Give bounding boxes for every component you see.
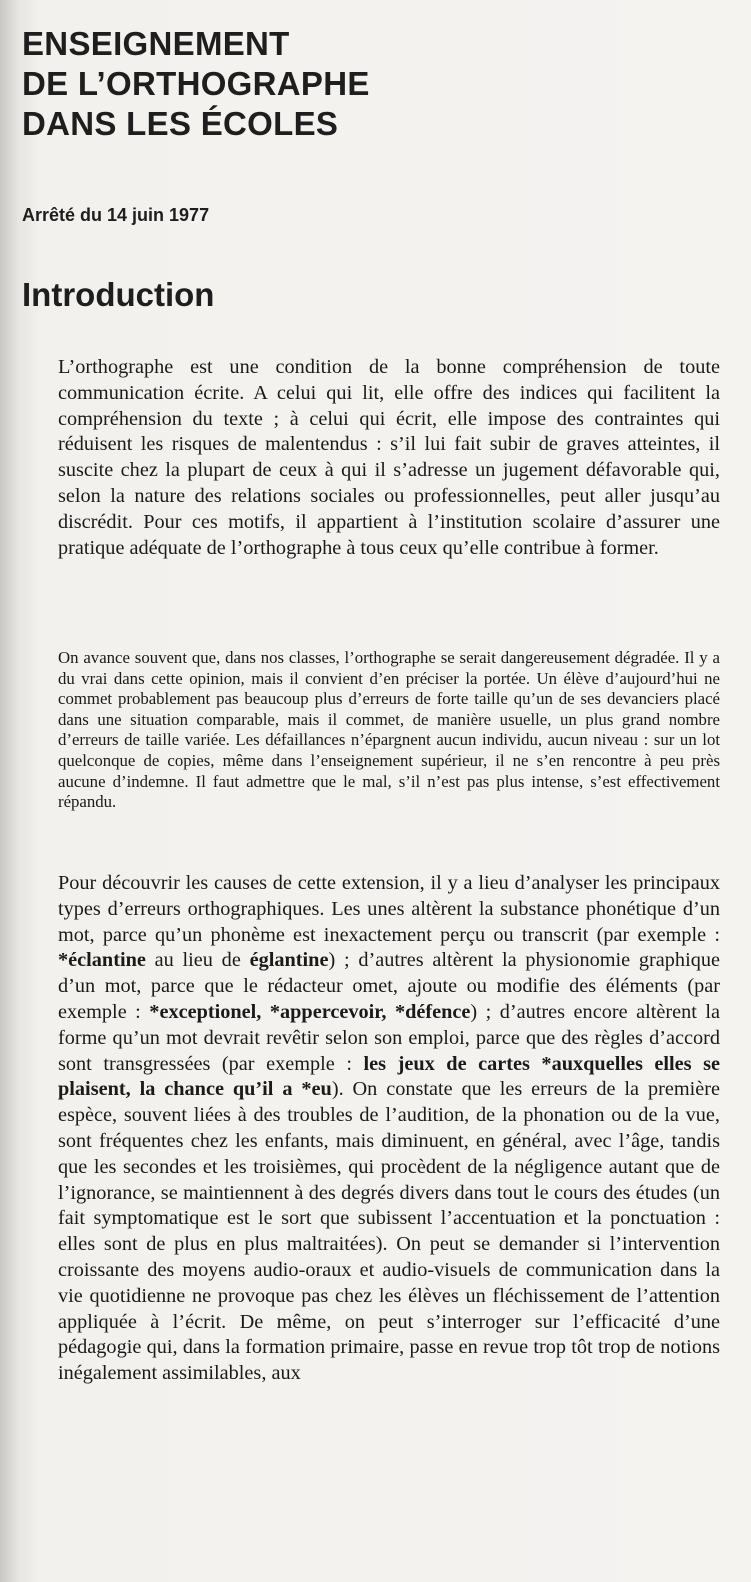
paragraph-3 bbox=[58, 871, 720, 1387]
p3-example-4: les jeux de cartes *auxquelles elles se plaisent, la chance qu’il a *eu bbox=[58, 1052, 720, 1101]
p3-example-1: *éclantine bbox=[58, 949, 146, 972]
p3-text-4: ) ; d’autres encore altèrent la forme qu’un mot devrait revêtir selon son emploi, parce que des règles d’accord sont transgressées (par exemple : bbox=[58, 1000, 720, 1075]
p3-text-3: ) ; d’autres altèrent la physionomie graphique d’un mot, parce que le rédacteur omet, ajoute ou modifie des éléments (par exemple : bbox=[58, 949, 720, 1023]
p3-text-1: Pour découvrir les causes de cette extension, il y a lieu d’analyser les principaux types d’erreurs orthographiques. Les unes altèrent la substance phonétique d’un mot, parce qu’un phonème est inexactement perçu ou transcrit (par exemple : bbox=[58, 872, 720, 946]
title-line-3: DANS LES ÉCOLES bbox=[22, 105, 339, 142]
paragraph-1: L’orthographe est une condition de la bonne compréhension de toute communication écrite. A celui qui lit, elle offre des indices qui facilitent la compréhension du texte ; à celui qui écrit, elle impose des contraintes qui réduisent les risques de malentendus : s’il lui fait subir de graves atteintes, il suscite chez la plupart de ceux à qui il s’adresse un jugement défavorable qui, selon la nature des relations sociales ou professionnelles, peut aller jusqu’au discrédit. Pour ces motifs, il appartient à l’institution scolaire d’assurer une pratique adéquate de l’orthographe à tous ceux qu’elle contribue à former. bbox=[58, 356, 720, 559]
p3-example-2: églantine bbox=[249, 949, 329, 972]
paragraph-2: On avance souvent que, dans nos classes, l’orthographe se serait dangereusement dégradée. Il y a du vrai dans cette opinion, mais il convient d’en préciser la portée. Un élève d’aujourd’hui ne commet probablement pas beaucoup plus d’erreurs de forte taille qu’un de ses devanciers placé dans une situation comparable, mais il commet, de manière usuelle, un plus grand nombre d’erreurs de taille variée. Les défaillances n’épargnent aucun individu, aucun niveau : sur un lot quelconque de copies, même dans l’enseignement supérieur, il ne s’en rencontre à peu près aucune d’indemne. Il faut admettre que le mal, s’il n’est pas plus intense, s’est effectivement répandu. bbox=[58, 648, 720, 812]
document-title bbox=[22, 24, 370, 144]
title-line-1: ENSEIGNEMENT bbox=[22, 25, 290, 62]
p3-text-5: ). On constate que les erreurs de la première espèce, souvent liées à des troubles de l’audition, de la phonation ou de la vue, sont fréquentes chez les enfants, mais diminuent, en général, avec l’âge, tandis que les secondes et les troisièmes, qui procèdent de la négligence autant que de l’ignorance, se maintiennent à des degrés divers dans tout le cours des études (un fait symptomatique est le sort que subissent l’accentuation et la ponctuation : elles sont de plus en plus maltraitées). On peut se demander si l’intervention croissante des moyens audio-oraux et audio-visuels de communication dans la vie quotidienne ne provoque pas chez les élèves un fléchissement de l’attention appliquée à l’écrit. De même, on peut s’interroger sur l’efficacité d’une pédagogie qui, dans la formation primaire, passe en revue trop tôt trop de notions inégalement assimilables, aux bbox=[58, 1078, 721, 1385]
decree-date: Arrêté du 14 juin 1977 bbox=[22, 205, 210, 225]
p3-text-2: au lieu de bbox=[145, 949, 250, 972]
p3-example-3: *exceptionel, *appercevoir, *défence bbox=[149, 1000, 471, 1023]
section-heading: Introduction bbox=[22, 276, 215, 313]
title-line-2: DE L’ORTHOGRAPHE bbox=[22, 65, 370, 102]
